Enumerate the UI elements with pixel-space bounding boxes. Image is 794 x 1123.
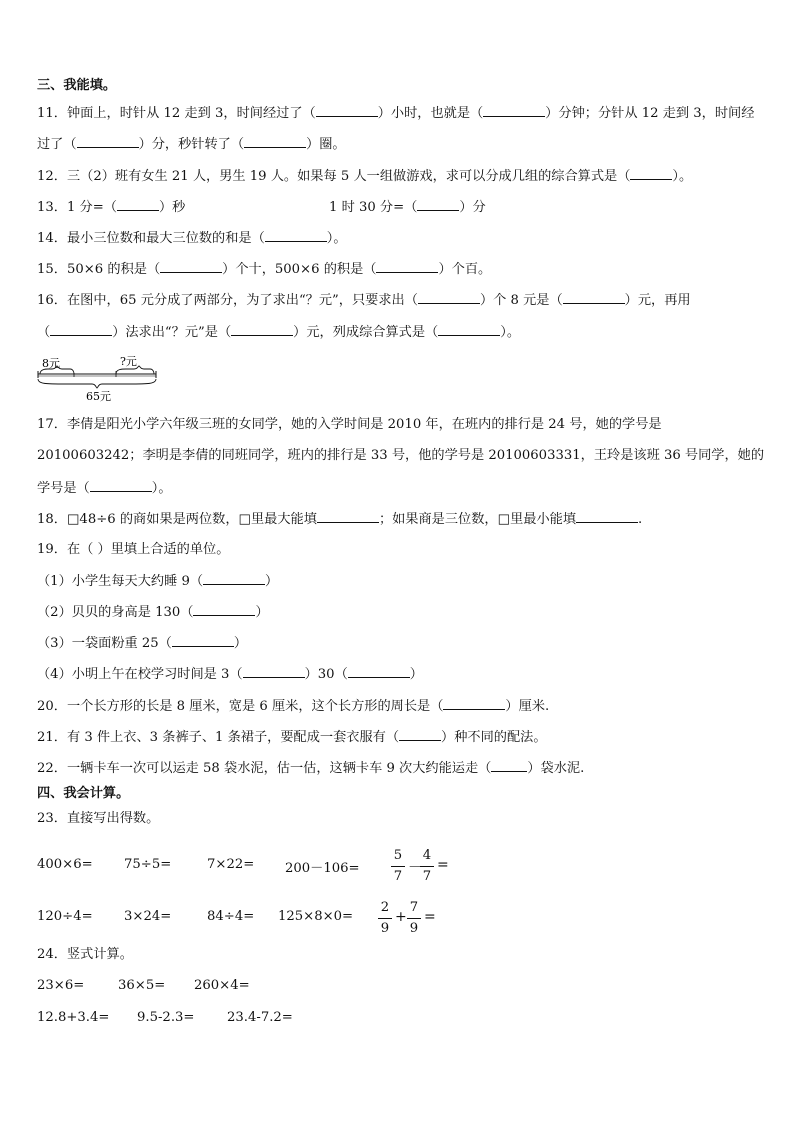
answer-blank[interactable] — [160, 260, 222, 273]
answer-blank[interactable] — [438, 323, 500, 336]
brace-65-yuan — [38, 379, 156, 388]
question-11-line-2: 过了（ ）分，秒针转了（ ）圈。 — [37, 137, 346, 152]
question-17-line-2: 20100603242；李明是李倩的同班同学，班内的排行是 33 号，他的学号是 20100603331，王玲是该班 36 号同学，她的 — [37, 448, 765, 463]
calc-item: 200－106= — [285, 861, 360, 876]
answer-blank[interactable] — [399, 728, 441, 741]
calc-item: 84÷4= — [207, 909, 255, 924]
answer-blank[interactable] — [491, 759, 527, 772]
calc-item: 23×6= — [37, 978, 85, 993]
section-4-title: 四、我会计算。 — [37, 786, 130, 801]
question-13-part-1: 13．1 分=（ ）秒 — [37, 200, 186, 215]
segment-diagram-16 — [36, 353, 166, 403]
question-22: 22．一辆卡车一次可以运走 58 袋水泥，估一估，这辆卡车 9 次大约能运走（ ）袋水泥. — [37, 761, 585, 776]
plus-sign: + — [395, 909, 407, 925]
minus-sign: － — [408, 860, 422, 876]
answer-blank[interactable] — [348, 665, 410, 678]
question-11-line-1: 11．钟面上，时针从 12 走到 3，时间经过了（ ）小时，也就是（ ）分钟；分针从 12 走到 3，时间经 — [37, 106, 755, 121]
label-8-yuan: 8元 — [42, 357, 60, 370]
label-question-yuan: ?元 — [120, 355, 137, 368]
fraction-4-7: 4 7 — [420, 848, 434, 885]
question-17-line-1: 17．李倩是阳光小学六年级三班的女同学，她的入学时间是 2010 年，在班内的排行是 24 号，她的学号是 — [37, 417, 662, 432]
answer-blank[interactable] — [576, 510, 638, 523]
question-21: 21．有 3 件上衣、3 条裤子、1 条裙子，要配成一套衣服有（ ）种不同的配法。 — [37, 730, 547, 745]
answer-blank[interactable] — [563, 291, 625, 304]
answer-blank[interactable] — [244, 135, 306, 148]
equals-sign: = — [437, 857, 449, 873]
answer-blank[interactable] — [443, 697, 505, 710]
calc-item: 23.4-7.2= — [227, 1010, 293, 1025]
calc-item: 260×4= — [194, 978, 250, 993]
question-20: 20．一个长方形的长是 8 厘米，宽是 6 厘米，这个长方形的周长是（ ）厘米. — [37, 699, 550, 714]
question-19-part-2: （2）贝贝的身高是 130（ ） — [37, 605, 269, 620]
question-17-line-3: 学号是（ ）。 — [37, 481, 172, 496]
answer-blank[interactable] — [243, 665, 305, 678]
fraction-5-7: 5 7 — [391, 848, 405, 885]
question-23-title: 23．直接写出得数。 — [37, 811, 160, 826]
answer-blank[interactable] — [418, 291, 480, 304]
question-16-line-1: 16．在图中，65 元分成了两部分，为了求出“？元”，只要求出（ ）个 8 元是（ ）元，再用 — [37, 293, 691, 308]
calc-item: 120÷4= — [37, 909, 93, 924]
answer-blank[interactable] — [172, 634, 234, 647]
calc-item: 125×8×0= — [278, 909, 354, 924]
answer-blank[interactable] — [90, 479, 152, 492]
answer-blank[interactable] — [50, 323, 112, 336]
question-16-line-2: （ ）法求出“？元”是（ ）元，列成综合算式是（ ）。 — [37, 325, 521, 340]
question-19-part-4: （4）小明上午在校学习时间是 3（ ）30（ ） — [37, 667, 423, 682]
answer-blank[interactable] — [265, 229, 327, 242]
question-19-part-3: （3）一袋面粉重 25（ ） — [37, 636, 248, 651]
calc-item: 36×5= — [118, 978, 166, 993]
answer-blank[interactable] — [417, 198, 459, 211]
question-12: 12．三（2）班有女生 21 人，男生 19 人。如果每 5 人一组做游戏，求可以分成几组的综合算式是（ ）。 — [37, 169, 693, 184]
calc-item: 3×24= — [124, 909, 172, 924]
question-24-title: 24．竖式计算。 — [37, 947, 133, 962]
question-14: 14．最小三位数和最大三位数的和是（ ）。 — [37, 231, 347, 246]
calc-item: 75÷5= — [124, 857, 172, 872]
question-13-part-2: 1 时 30 分=（ ）分 — [329, 200, 486, 215]
calc-item: 12.8+3.4= — [37, 1010, 110, 1025]
question-19-part-1: （1）小学生每天大约睡 9（ ） — [37, 574, 279, 589]
equals-sign: = — [424, 909, 436, 925]
answer-blank[interactable] — [77, 135, 139, 148]
answer-blank[interactable] — [630, 167, 672, 180]
fraction-2-9: 2 9 — [378, 900, 392, 937]
question-19-title: 19．在（ ）里填上合适的单位。 — [37, 542, 230, 557]
question-18: 18．□48÷6 的商如果是两位数，□里最大能填 ；如果商是三位数，□里最小能填 . — [37, 512, 643, 527]
answer-blank[interactable] — [203, 572, 265, 585]
calc-item: 400×6= — [37, 857, 93, 872]
answer-blank[interactable] — [376, 260, 438, 273]
question-15: 15．50×6 的积是（ ）个十，500×6 的积是（ ）个百。 — [37, 262, 492, 277]
calc-item: 7×22= — [207, 857, 255, 872]
answer-blank[interactable] — [193, 603, 255, 616]
fraction-7-9: 7 9 — [407, 900, 421, 937]
label-65-yuan: 65元 — [86, 390, 111, 403]
answer-blank[interactable] — [483, 104, 545, 117]
section-3-title: 三、我能填。 — [37, 78, 117, 93]
answer-blank[interactable] — [316, 104, 378, 117]
answer-blank[interactable] — [231, 323, 293, 336]
calc-item: 9.5-2.3= — [137, 1010, 195, 1025]
answer-blank[interactable] — [317, 510, 379, 523]
answer-blank[interactable] — [117, 198, 159, 211]
